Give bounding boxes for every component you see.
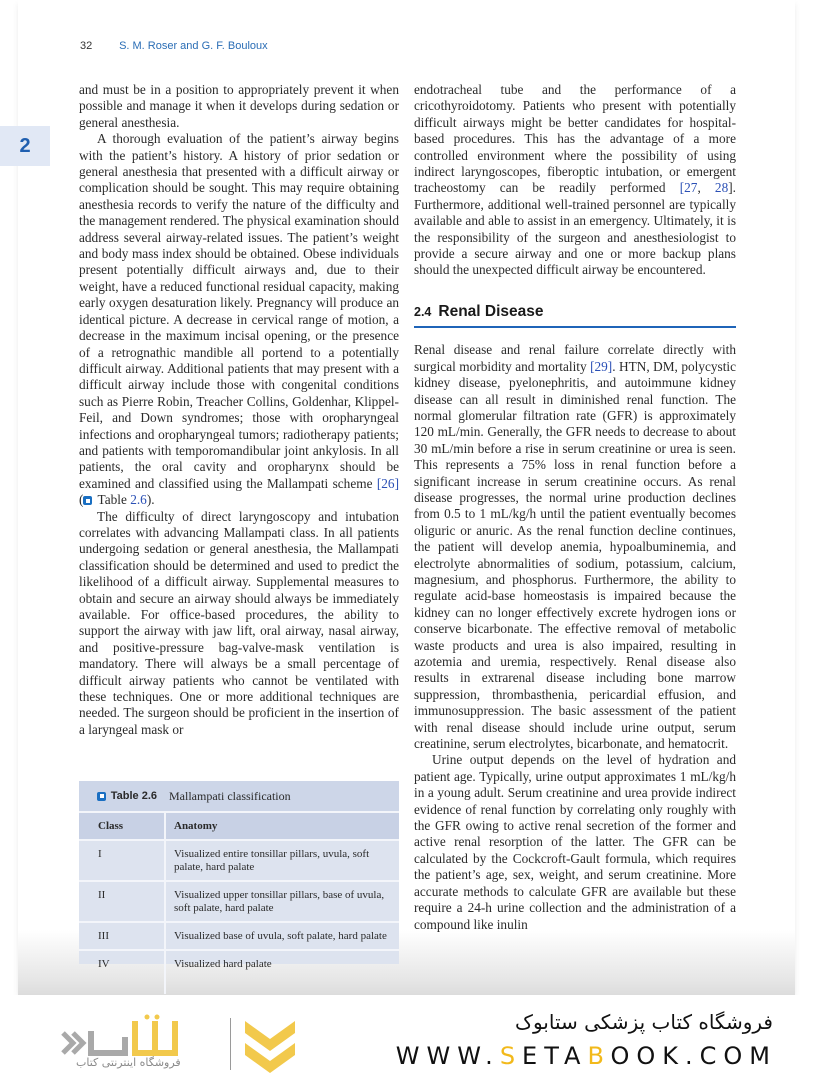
column-header-anatomy: Anatomy [165,813,399,840]
paragraph: The difficulty of direct laryngoscopy and intubation correlates with advancing Mallampati class. In all patients undergoing sedation or general anesthesia, the Mallampati classification should be determined and used to predict the likelihood of a difficult airway. Supplemental measures to obtain and secure an airway should always be immediately available. For office-based procedures, the ability to support the airway with jaw lift, oral airway, nasal airway, and positive-pressure bag-valve-mask ventilation is mandatory. There will always be a small percentage of difficult airway patients who cannot be ventilated with these techniques. One or more additional techniques are needed. The surgeon should be proficient in the insertion of a laryngeal mask or [79,508,399,737]
mallampati-table [79,781,399,970]
table-row: II Visualized upper tonsillar pillars, base of uvula, soft palate, hard palate [79,881,399,922]
logo-tagline: فروشگاه اینترنتی کتاب [76,1056,181,1069]
section-heading [414,304,736,328]
table-grid [79,813,399,994]
table-reference-icon [83,496,92,505]
section-body [414,342,736,933]
section-title: Renal Disease [438,302,544,320]
table-title: Mallampati classification [169,788,291,803]
chapter-tab: 2 [0,126,50,166]
section-number: 2.4 [414,304,432,319]
left-column [79,82,399,738]
paragraph: A thorough evaluation of the patient’s airway begins with the patient’s history. A history of prior sedation or general anesthesia that presented with a difficult airway or complication should be sought. This may require obtaining anesthesia records to verify the nature of the difficulty and the management rendered. The physical examination should address several airway-related issues. The patient’s weight and body mass index should be obtained. Obese individuals present potentially difficult airways and, due to their weight, have a reduced functional residual capacity, making early oxygen desaturation likely. Pregnancy will produce an identical picture. A decrease in cervical range of motion, a decrease in the maximum incisal opening, or the presence of a retrognathic mandible all portend to a potentially difficult airway. Additional patients that may present with a difficult airway include those with congenital conditions such as Pierre Robin, Treacher Collins, Goldenhar, Klippel-Feil, and Down syndromes; those with oropharyngeal infections and oropharyngeal tumors; radiotherapy patients; and patients with temporomandibular joint ankylosis. In all patients, the oral cavity and oropharynx should be examined and classified using the Mallampati scheme [26] ( Table 2.6). [79,131,399,508]
table-row: IV Visualized hard palate [79,950,399,994]
citation-link[interactable]: 27 [684,180,698,196]
column-header-class: Class [79,813,165,840]
table-reference-link[interactable]: 2.6 [130,492,147,508]
paragraph: Urine output depends on the level of hydration and patient age. Typically, urine output approximates 1 mL/kg/h in a young adult. Serum creatinine and urea provide indirect evidence of renal function by correlating only roughly with the GFR owing to active renal secretion of the former and active renal resorption of the latter. The GFR can be calculated by the Cockcroft-Gault formula, which requires the patient’s age, sex, weight, and serum creatinine. More accurate methods to calculate GFR are available but these require a 24-h urine collection and the administration of a compound like inulin [414,752,736,932]
table-row: III Visualized base of uvula, soft palate, hard palate [79,922,399,950]
right-column [414,82,736,933]
running-head-authors: S. M. Roser and G. F. Bouloux [119,40,268,52]
paragraph: endotracheal tube and the performance of a cricothyroidotomy. Patients who present with potentially difficult airways might be better candidates for hospital-based procedures. This has the advantage of a more controlled environment where the possibility of using indirect laryngoscopes, fiberoptic intubation, or emergent tracheostomy can be readily performed [27, 28]. Furthermore, additional well-trained personnel are typically available and able to assist in an emergency. Ultimately, it is the responsibility of the surgeon and anesthesiologist to provide a secure airway and one or more backup plans should the unexpected difficult airway be encountered. [414,82,736,278]
store-name: فروشگاه کتاب پزشکی ستابوک [515,1010,773,1034]
table-label: Table 2.6 [110,790,158,802]
citation-link[interactable]: 28 [714,180,729,196]
table-icon [97,792,106,801]
citation-link[interactable]: [26] [376,475,399,491]
running-head [80,40,268,52]
logo-divider [230,1018,231,1070]
table-row: I Visualized entire tonsillar pillars, uvula, soft palate, hard palate [79,840,399,881]
paragraph: Renal disease and renal failure correlate directly with surgical morbidity and mortality [29]. HTN, DM, polycystic kidney disease, pyelonephritis, and autoimmune kidney disease can all result in diminished renal function. The normal glomerular filtration rate (GFR) is approximately 120 mL/min. Generally, the GFR needs to decrease to about 30 mL/min before a rise in serum creatinine or urea is seen. This represents a 75% loss in renal function before a significant increase in serum creatinine occurs. As renal disease progresses, the normal urine production declines from 0.5 to 1 mL/kg/h until the patient eventually becomes oliguric or anuric. As the renal function decline continues, the patient will develop anemia, hypoalbuminemia, and electrolyte abnormalities of sodium, potassium, calcium, magnesium, and phosphorus. Furthermore, the ability to regulate acid-base homeostasis is impaired because the kidney can no longer effectively excrete hydrogen ions or conserve bicarbonate. The effective removal of metabolic waste products and urea is also impaired, resulting in azotemia and uremia, respectively. Renal disease also results in extrarenal disease including bone marrow suppression, thrombasthenia, pericardial effusion, and immunosuppression. The basic assessment of the patient with renal disease should include urine output, serum creatinine, serum electrolytes, bicarbonate, and hematocrit. [414,342,736,752]
paragraph: and must be in a position to appropriately prevent it when possible and manage it when it develops during sedation or general anesthesia. [79,82,399,130]
citation-link[interactable]: [29] [590,358,613,374]
store-url-link[interactable]: WWW.SETABOOK.COM [395,1042,777,1070]
page-number: 32 [80,40,93,52]
table-caption [79,781,399,813]
